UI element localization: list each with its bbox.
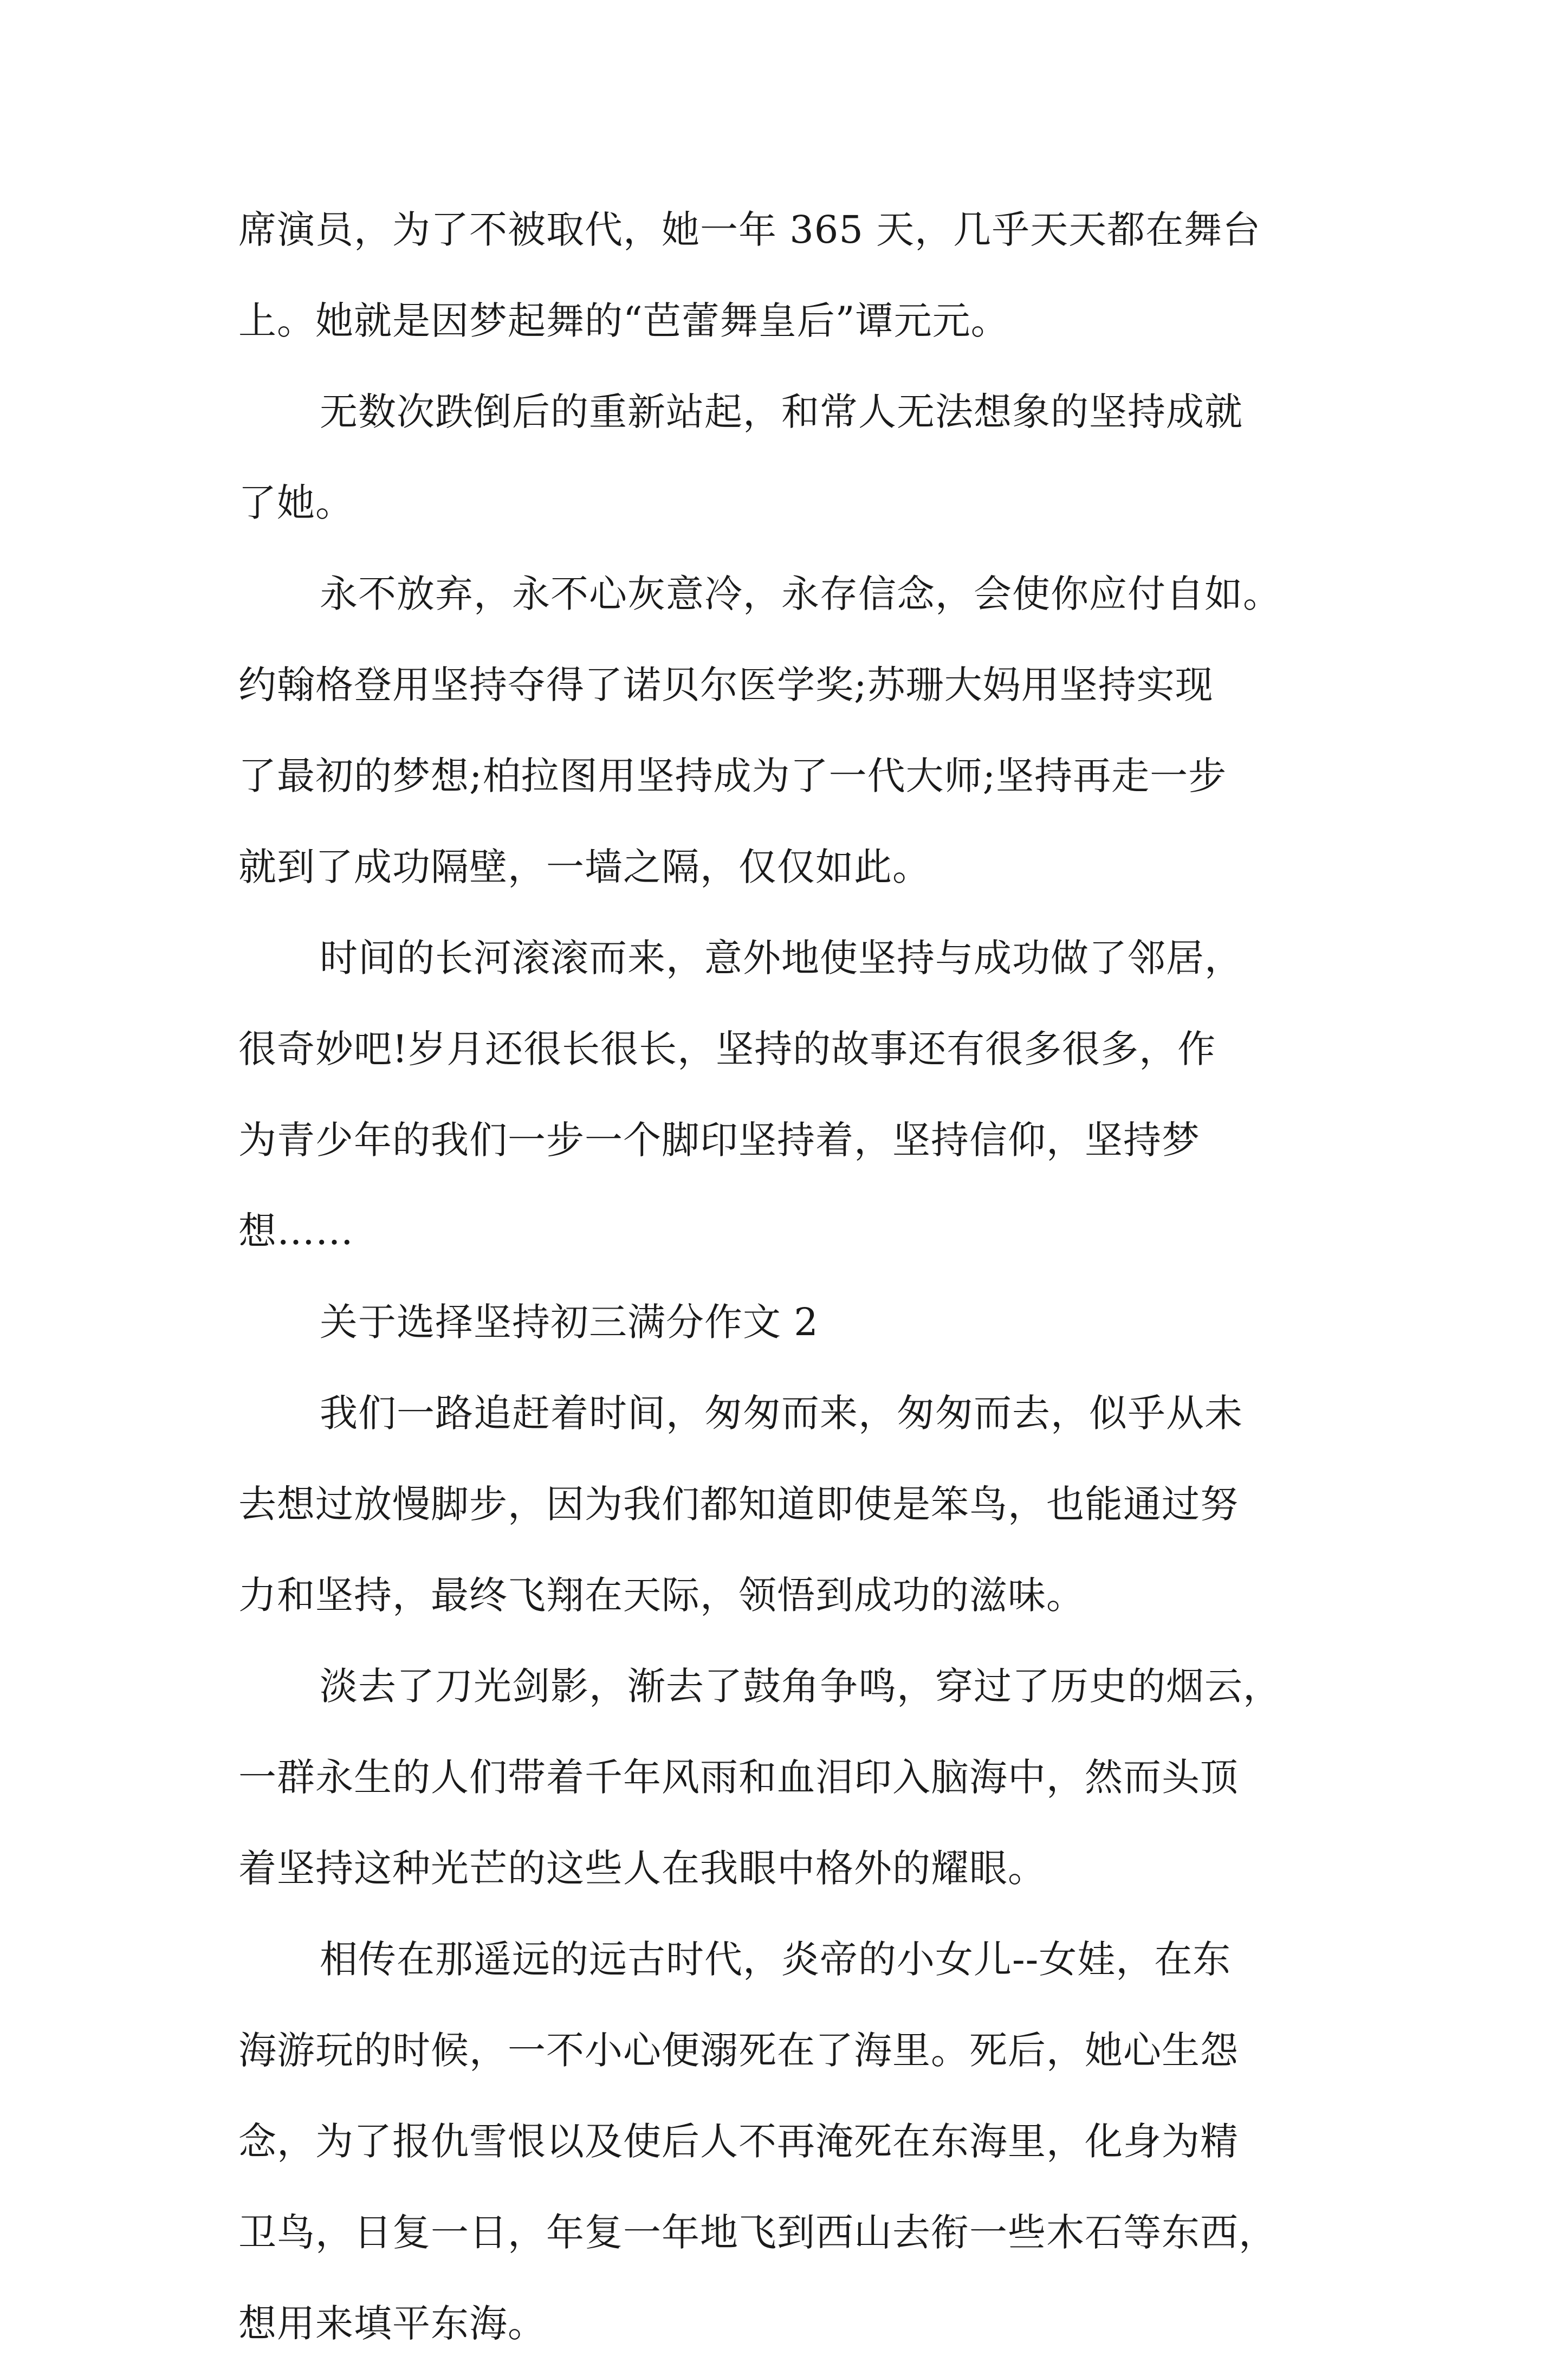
text-line: 了最初的梦想;柏拉图用坚持成为了一代大师;坚持再走一步 (238, 754, 1227, 798)
text-line: 去想过放慢脚步，因为我们都知道即使是笨鸟，也能通过努 (238, 1482, 1239, 1526)
text-line: 想…… (238, 1209, 354, 1253)
text-line: 很奇妙吧!岁月还很长很长，坚持的故事还有很多很多，作 (238, 1027, 1216, 1071)
text-line: 淡去了刀光剑影，渐去了鼓角争鸣，穿过了历史的烟云， (320, 1664, 1281, 1708)
text-line: 海游玩的时候，一不小心便溺死在了海里。死后，她心生怨 (238, 2028, 1239, 2073)
text-line: 就到了成功隔壁，一墙之隔，仅仅如此。 (238, 845, 931, 889)
text-line: 永不放弃，永不心灰意冷，永存信念，会使你应付自如。 (320, 572, 1281, 616)
text-line: 为青少年的我们一步一个脚印坚持着，坚持信仰，坚持梦 (238, 1118, 1200, 1162)
text-line: 上。她就是因梦起舞的“芭蕾舞皇后”谭元元。 (238, 299, 1009, 343)
text-line: 一群永生的人们带着千年风雨和血泪印入脑海中，然而头顶 (238, 1755, 1239, 1800)
text-line: 卫鸟，日复一日，年复一年地飞到西山去衔一些木石等东西， (238, 2210, 1277, 2255)
text-line: 约翰格登用坚持夺得了诺贝尔医学奖;苏珊大妈用坚持实现 (238, 663, 1214, 707)
text-line: 相传在那遥远的远古时代，炎帝的小女儿--女娃，在东 (320, 1937, 1232, 1982)
text-line: 想用来填平东海。 (238, 2301, 546, 2346)
text-line: 了她。 (238, 481, 354, 525)
text-line: 时间的长河滚滚而来，意外地使坚持与成功做了邻居， (320, 936, 1243, 980)
text-line: 席演员，为了不被取代，她一年 365 天，几乎天天都在舞台 (238, 208, 1261, 252)
text-line: 无数次跌倒后的重新站起，和常人无法想象的坚持成就 (320, 390, 1243, 434)
text-line: 念，为了报仇雪恨以及使后人不再淹死在东海里，化身为精 (238, 2119, 1239, 2164)
text-line: 力和坚持，最终飞翔在天际，领悟到成功的滋味。 (238, 1573, 1085, 1617)
text-line: 着坚持这种光芒的这些人在我眼中格外的耀眼。 (238, 1846, 1046, 1891)
document-body (238, 184, 1349, 2369)
section-heading: 关于选择坚持初三满分作文 2 (320, 1300, 819, 1344)
text-line: 我们一路追赶着时间，匆匆而来，匆匆而去，似乎从未 (320, 1391, 1243, 1435)
